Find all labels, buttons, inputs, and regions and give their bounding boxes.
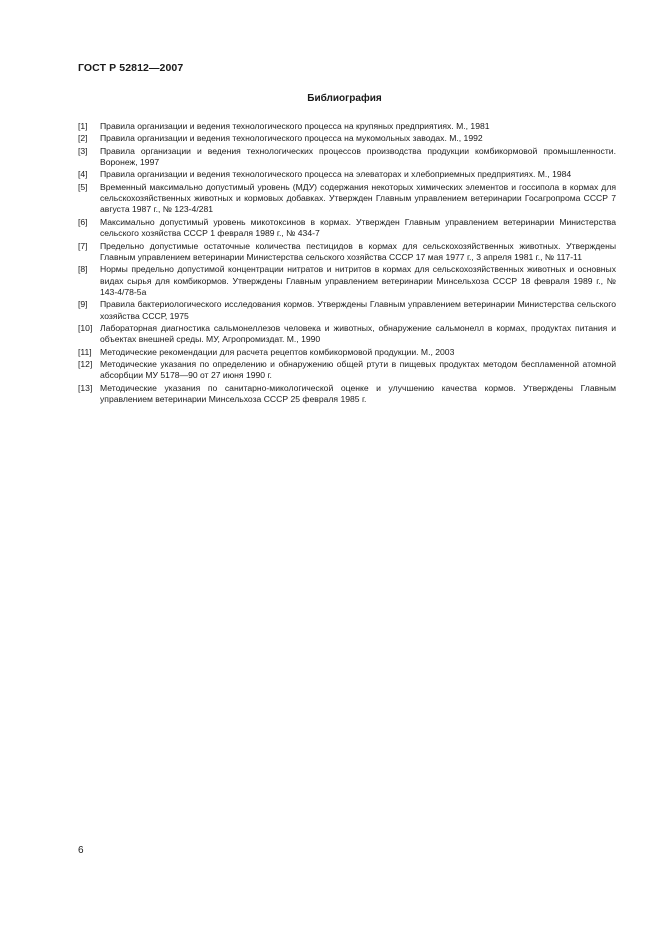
bibliography-item-text: Методические указания по определению и обнаружению общей ртути в пищевых продуктах методом беспламенной атомной абсорбции МУ 5178—90 от 27 июня 1990 г. <box>100 358 616 381</box>
bibliography-item <box>78 359 616 382</box>
bibliography-item <box>78 169 616 180</box>
bibliography-item-text: Методические указания по санитарно-микологической оценке и улучшению качества кормов. Утверждены Главным управлением ветеринарии Минсельхоза СССР 25 февраля 1985 г. <box>100 382 616 404</box>
bibliography-item-text: Лабораторная диагностика сальмонеллезов человека и животных, обнаружение сальмонелл в кормах, продуктах питания и объектах внешней среды. МУ, Агропромиздат. М., 1990 <box>100 322 616 345</box>
bibliography-item <box>78 217 616 240</box>
bibliography-item-number: [1] <box>78 121 88 131</box>
bibliography-item-number: [9] <box>78 299 88 310</box>
bibliography-item-text: Предельно допустимые остаточные количества пестицидов в кормах для сельскохозяйственных животных. Утверждены Главным управлением ветеринарии Министерства сельского хозяйства СССР 17 мая 1977 г., 3 апреля 1981 г., № 117-11 <box>100 240 616 262</box>
bibliography-item-number: [8] <box>78 264 88 275</box>
bibliography-item <box>78 121 616 132</box>
bibliography-item <box>78 133 616 144</box>
bibliography-item-text: Правила бактериологического исследования кормов. Утверждены Главным управлением ветеринарии Министерства сельского хозяйства СССР, 1975 <box>100 299 616 321</box>
bibliography-item-number: [6] <box>78 216 88 227</box>
bibliography-item-text: Методические рекомендации для расчета рецептов комбикормовой продукции. М., 2003 <box>100 346 455 357</box>
bibliography-item <box>78 146 616 169</box>
section-title: Библиография <box>307 93 382 104</box>
bibliography-item <box>78 383 616 406</box>
bibliography-item-number: [4] <box>78 169 88 180</box>
bibliography-item-number: [13] <box>78 382 93 393</box>
bibliography-item-text: Максимально допустимый уровень микотоксинов в кормах. Утвержден Главным управлением ветеринарии Министерства сельского хозяйства СССР 1 февраля 1989 г., № 434-7 <box>100 216 616 239</box>
bibliography-item <box>78 299 616 322</box>
bibliography-item <box>78 182 616 216</box>
bibliography-item <box>78 347 616 358</box>
bibliography-item-number: [3] <box>78 145 88 156</box>
bibliography-item-number: [11] <box>78 346 92 357</box>
bibliography-item-number: [7] <box>78 240 88 251</box>
bibliography-item-text: Правила организации и ведения технологического процесса на мукомольных заводах. М., 1992 <box>100 133 483 144</box>
bibliography-item-text: Правила организации и ведения технологических процессов производства продукции комбикормовой промышленности. Воронеж, 1997 <box>100 145 616 168</box>
bibliography-item-number: [12] <box>78 358 93 369</box>
bibliography-item-text: Правила организации и ведения технологического процесса на элеваторах и хлебоприемных предприятиях. М., 1984 <box>100 169 572 180</box>
bibliography-item-number: [5] <box>78 181 88 192</box>
bibliography-item-text: Правила организации и ведения технологического процесса на крупяных предприятиях. М., 1981 <box>100 121 490 131</box>
page-number: 6 <box>78 845 84 856</box>
bibliography-item <box>78 323 616 346</box>
bibliography-item-number: [10] <box>78 322 93 333</box>
bibliography-item-text: Временный максимально допустимый уровень (МДУ) содержания некоторых химических элементов и госсипола в кормах для сельскохозяйственных животных и кормовых добавках. Утвержден Главным управлением ветеринарии Госагропрома СССР 7 августа 1987 г., № 123-4/281 <box>100 181 616 215</box>
bibliography-item-text: Нормы предельно допустимой концентрации нитратов и нитритов в кормах для сельскохозяйственных животных и основных видах сырья для комбикормов. Утверждены Главным управлением ветеринарии Минсельхоза СССР 18 февраля 1989 г., № 143-4/78-5а <box>100 264 616 297</box>
bibliography-item-number: [2] <box>78 133 88 144</box>
document-code: ГОСТ Р 52812—2007 <box>78 62 184 74</box>
bibliography-item <box>78 264 616 298</box>
bibliography-item <box>78 241 616 264</box>
bibliography-list <box>78 121 616 406</box>
